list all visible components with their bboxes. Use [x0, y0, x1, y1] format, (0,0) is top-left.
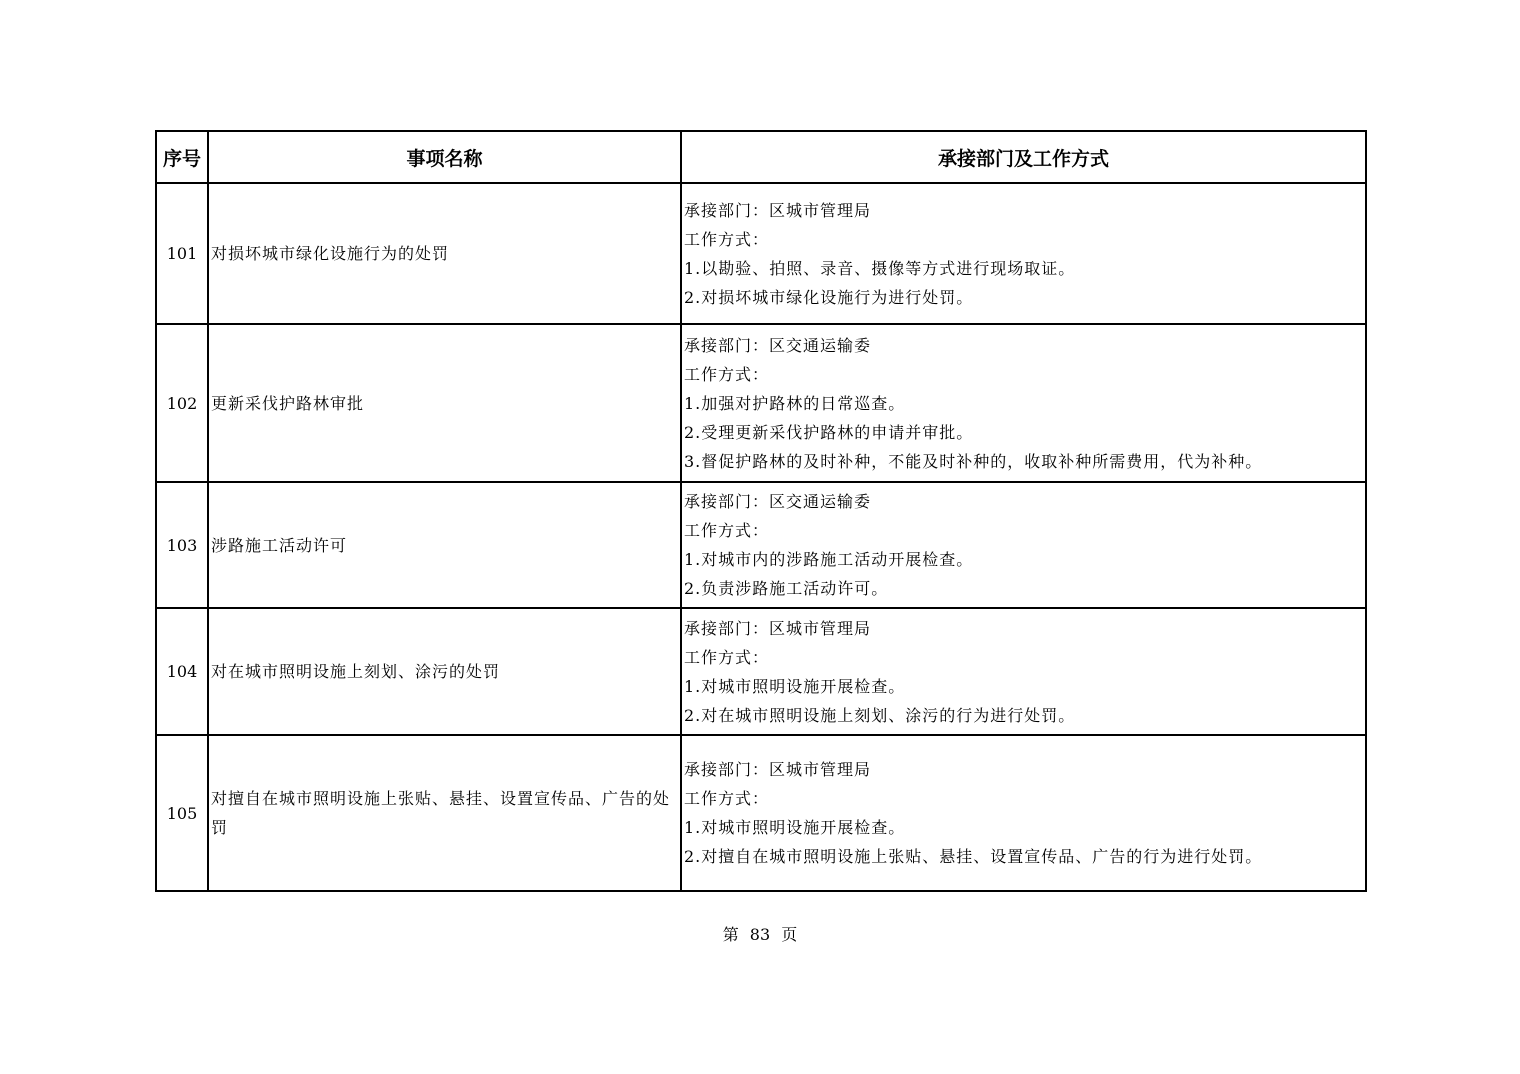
method-label-line: 工作方式：: [684, 521, 770, 540]
row-serial-number: 105: [156, 735, 208, 891]
row-item-name: 对损坏城市绿化设施行为的处罚: [208, 183, 681, 324]
method-label-line: 工作方式：: [684, 647, 770, 667]
method-label-line: 工作方式：: [684, 229, 770, 249]
row-serial-number: 101: [156, 183, 208, 324]
department-line: 承接部门：区城市管理局: [684, 760, 872, 779]
matters-table: [155, 130, 1367, 892]
method-step-line: 2.受理更新采伐护路林的申请并审批。: [684, 422, 974, 442]
header-serial-number: 序号: [156, 131, 208, 183]
method-step-line: 3.督促护路林的及时补种，不能及时补种的，收取补种所需费用，代为补种。: [684, 451, 1263, 471]
method-step-line: 2.负责涉路施工活动许可。: [684, 579, 889, 598]
method-step-line: 2.对在城市照明设施上刻划、涂污的行为进行处罚。: [684, 705, 1076, 725]
method-step-line: 1.以勘验、拍照、录音、摄像等方式进行现场取证。: [684, 258, 1076, 278]
method-step-line: 1.对城市照明设施开展检查。: [684, 676, 906, 696]
row-department-method: [681, 324, 1366, 482]
header-item-name: 事项名称: [208, 131, 681, 183]
department-line: 承接部门：区交通运输委: [684, 335, 872, 355]
table-row: [156, 324, 1366, 482]
table-row: [156, 183, 1366, 324]
method-step-line: 2.对损坏城市绿化设施行为进行处罚。: [684, 287, 974, 307]
method-label-line: 工作方式：: [684, 789, 770, 808]
header-department-method: 承接部门及工作方式: [681, 131, 1366, 183]
method-label-line: 工作方式：: [684, 364, 770, 384]
row-item-name: 对在城市照明设施上刻划、涂污的处罚: [208, 608, 681, 735]
row-department-method: [681, 608, 1366, 735]
department-line: 承接部门：区交通运输委: [684, 492, 872, 511]
department-line: 承接部门：区城市管理局: [684, 618, 872, 638]
method-step-line: 1.对城市照明设施开展检查。: [684, 818, 906, 837]
row-serial-number: 104: [156, 608, 208, 735]
table-header-row: [156, 131, 1366, 183]
method-step-line: 2.对擅自在城市照明设施上张贴、悬挂、设置宣传品、广告的行为进行处罚。: [684, 847, 1263, 866]
table-row: [156, 735, 1366, 891]
row-item-name: 涉路施工活动许可: [208, 482, 681, 608]
method-step-line: 1.加强对护路林的日常巡查。: [684, 393, 906, 413]
row-department-method: [681, 183, 1366, 324]
method-step-line: 1.对城市内的涉路施工活动开展检查。: [684, 550, 974, 569]
row-department-method: [681, 482, 1366, 608]
row-serial-number: 102: [156, 324, 208, 482]
table-row: [156, 608, 1366, 735]
table-row: [156, 482, 1366, 608]
department-line: 承接部门：区城市管理局: [684, 200, 872, 220]
row-serial-number: 103: [156, 482, 208, 608]
row-department-method: [681, 735, 1366, 891]
row-item-name: 对擅自在城市照明设施上张贴、悬挂、设置宣传品、广告的处罚: [208, 735, 681, 891]
page-number: 第 83 页: [722, 925, 798, 944]
row-item-name: 更新采伐护路林审批: [208, 324, 681, 482]
